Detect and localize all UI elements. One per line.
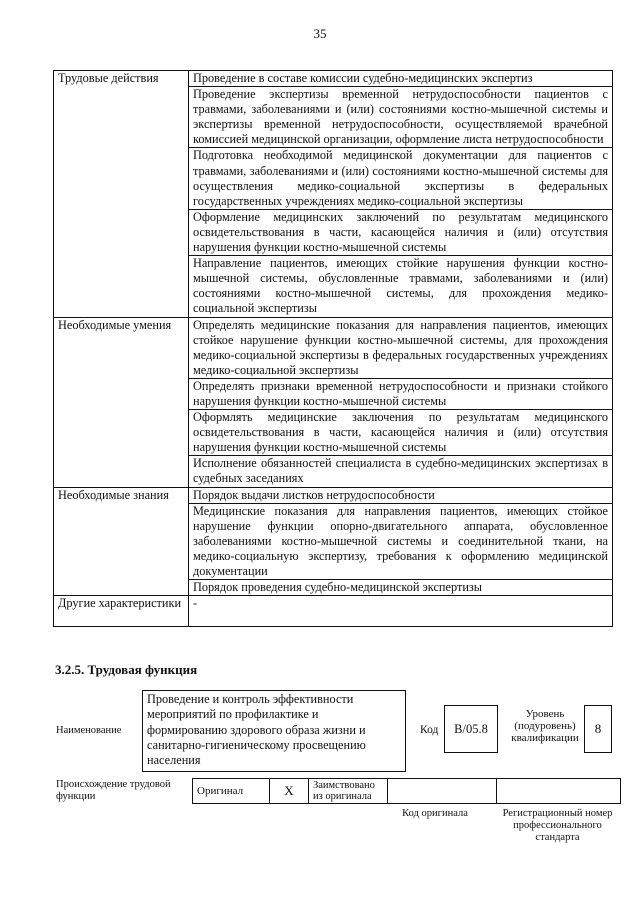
- borrowed-label: Заимствовано из оригинала: [309, 779, 388, 804]
- category-other-characteristics: Другие характеристики: [54, 596, 189, 627]
- section-title: 3.2.5. Трудовая функция: [55, 662, 198, 677]
- table-cell: -: [189, 596, 613, 627]
- table-row: [54, 317, 613, 378]
- table-cell: Порядок проведения судебно-медицинской экспертизы: [189, 580, 613, 596]
- table-cell: Порядок выдачи листков нетрудоспособности: [189, 487, 613, 503]
- category-required-knowledge: Необходимые знания: [54, 487, 189, 596]
- origin-table: [192, 778, 621, 804]
- table-cell: Оформление медицинских заключений по результатам медицинского освидетельствования в части, касающейся наличия и (или) отсутствия нарушения функции костно-мышечной системы: [189, 209, 613, 255]
- table-row: [54, 596, 613, 627]
- level-value: 8: [584, 705, 612, 753]
- table-cell: Проведение экспертизы временной нетрудоспособности пациентов с травмами, заболеваниями и (или) состояниями костно-мышечной системы и экспертизы временной нетрудоспособности, осуществляемой врачебной комиссией медицинской организации, оформление листа нетрудоспособности: [189, 87, 613, 148]
- level-label: Уровень (подуровень) квалификации: [511, 708, 579, 744]
- code-label: Код: [420, 724, 439, 736]
- function-name-box: Проведение и контроль эффективности мероприятий по профилактике и формированию здорового образа жизни и санитарно-гигиеническому просвещению населения: [142, 690, 406, 772]
- table-cell: Медицинские показания для направления пациентов, имеющих стойкое нарушение функции опорно-двигательного аппарата, обусловленное заболеваниями костно-мышечной системы и соединительной ткани, на медико-социальную экспертизу, требования к оформлению медицинской документации: [189, 503, 613, 579]
- table-cell: Определять медицинские показания для направления пациентов, имеющих стойкое нарушение функции костно-мышечной системы, для прохождения медико-социальной экспертизы в федеральных государственных учреждениях медико-социальной экспертизы: [189, 317, 613, 378]
- table-cell: Направление пациентов, имеющих стойкие нарушения функции костно-мышечной системы, обусловленные травмами, заболеваниями и (или) состояниями костно-мышечной системы, для прохождения медико-социальной экспертизы: [189, 256, 613, 317]
- code-value: B/05.8: [444, 705, 498, 753]
- table-cell: Подготовка необходимой медицинской документации для пациентов с травмами, заболеваниями и (или) состояниями костно-мышечной системы для осуществления медико-социальной экспертизы в федеральных государственных учреждениях медико-социальной экспертизы: [189, 148, 613, 209]
- original-code-label: Код оригинала: [402, 808, 468, 819]
- reg-number-cell: [497, 779, 621, 804]
- category-labor-actions: Трудовые действия: [54, 71, 189, 318]
- category-required-skills: Необходимые умения: [54, 317, 189, 487]
- name-label: Наименование: [56, 725, 122, 736]
- table-cell: Проведение в составе комиссии судебно-медицинских экспертиз: [189, 71, 613, 87]
- reg-number-label: Регистрационный номер профессионального стандарта: [502, 808, 613, 843]
- labor-function-table: [53, 70, 613, 627]
- origin-label: Происхождение трудовой функции: [56, 779, 171, 802]
- table-cell: Определять признаки временной нетрудоспособности и признаки стойкого нарушения функции костно-мышечной системы: [189, 378, 613, 409]
- original-mark: X: [270, 779, 309, 804]
- original-label: Оригинал: [193, 779, 270, 804]
- table-cell: Оформлять медицинские заключения по результатам медицинского освидетельствования в части, касающейся наличия и (или) отсутствия нарушения функции костно-мышечной системы: [189, 410, 613, 456]
- table-cell: Исполнение обязанностей специалиста в судебно-медицинских экспертизах в судебных заседаниях: [189, 456, 613, 487]
- table-row: [54, 71, 613, 87]
- original-code-cell: [388, 779, 497, 804]
- page-number: 35: [313, 26, 327, 41]
- table-row: [54, 487, 613, 503]
